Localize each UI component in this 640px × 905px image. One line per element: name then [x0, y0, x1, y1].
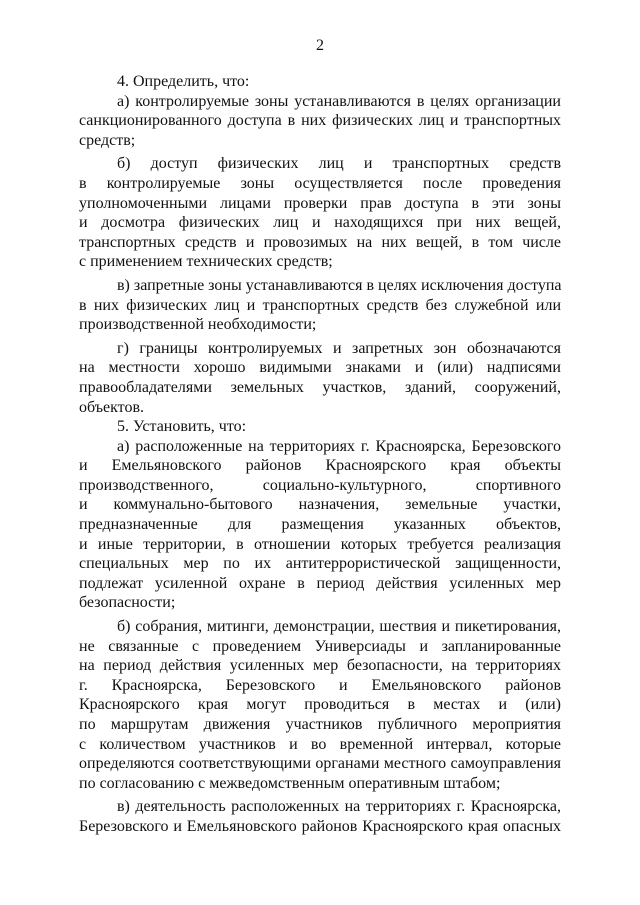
text-line: 4. Определить, что:	[117, 73, 250, 90]
text-line: предназначенные для размещения указанных объектов,	[79, 516, 561, 534]
text-line: в) запретные зоны устанавливаются в целях исключения доступа	[117, 276, 562, 294]
text-line: производственного, социально-культурного, спортивного	[79, 476, 561, 494]
text-line: б) собрания, митинги, демонстрации, шествия и пикетирования,	[117, 618, 561, 636]
text-line: Красноярского края могут проводиться в местах и (или)	[79, 696, 561, 714]
text-line: с применением технических средств;	[79, 253, 333, 271]
text-line: и досмотра физических лиц и находящихся при них вещей,	[79, 214, 561, 232]
text-line: на местности хорошо видимыми знаками и (или) надписями	[79, 359, 561, 377]
text-line: и иные территории, в отношении которых требуется реализация	[79, 535, 561, 553]
page-number: 2	[316, 37, 324, 54]
text-line: подлежат усиленной охране в период действия усиленных мер	[79, 574, 561, 592]
text-line: а) контролируемые зоны устанавливаются в целях организации	[117, 92, 561, 110]
text-line: в контролируемые зоны осуществляется после проведения	[79, 174, 561, 192]
text-line: объектов.	[79, 398, 145, 416]
text-line: уполномоченными лицами проверки прав доступа в эти зоны	[79, 194, 561, 212]
text-line: Березовского и Емельяновского районов Красноярского края опасных	[79, 817, 561, 835]
text-line: не связанные с проведением Универсиады и запланированные	[79, 637, 561, 655]
text-line: и коммунально-бытового назначения, земельные участки,	[79, 496, 561, 514]
text-line: и Емельяновского районов Красноярского края объекты	[79, 457, 561, 475]
text-line: с количеством участников и во временной интервал, которые	[79, 735, 561, 753]
text-line: 5. Установить, что:	[117, 418, 247, 436]
text-line: специальных мер по их антитеррористической защищенности,	[79, 555, 561, 573]
text-line: безопасности;	[79, 594, 176, 612]
text-line: по маршрутам движения участников публичного мероприятия	[79, 716, 561, 733]
document-body	[79, 72, 561, 837]
text-line: б) доступ физических лиц и транспортных средств	[117, 155, 561, 173]
text-line: транспортных средств и провозимых на них вещей, в том числе	[79, 233, 561, 251]
text-line: санкционированного доступа в них физических лиц и транспортных	[79, 112, 561, 130]
text-line: г. Красноярска, Березовского и Емельяновского районов	[79, 676, 561, 694]
text-line: средств;	[79, 131, 136, 149]
text-line: а) расположенные на территориях г. Красноярска, Березовского	[117, 437, 561, 455]
text-line: в них физических лиц и транспортных средств без служебной или	[79, 296, 561, 314]
text-line: по согласованию с межведомственным оперативным штабом;	[79, 774, 501, 792]
text-line: в) деятельность расположенных на территориях г. Красноярска,	[117, 798, 561, 816]
text-line: производственной необходимости;	[79, 316, 317, 334]
text-line: правообладателями земельных участков, зданий, сооружений,	[79, 378, 561, 396]
text-line: определяются соответствующими органами местного самоуправления	[79, 755, 561, 773]
text-line: г) границы контролируемых и запретных зон обозначаются	[117, 339, 561, 357]
text-line: на период действия усиленных мер безопасности, на территориях	[79, 657, 561, 675]
